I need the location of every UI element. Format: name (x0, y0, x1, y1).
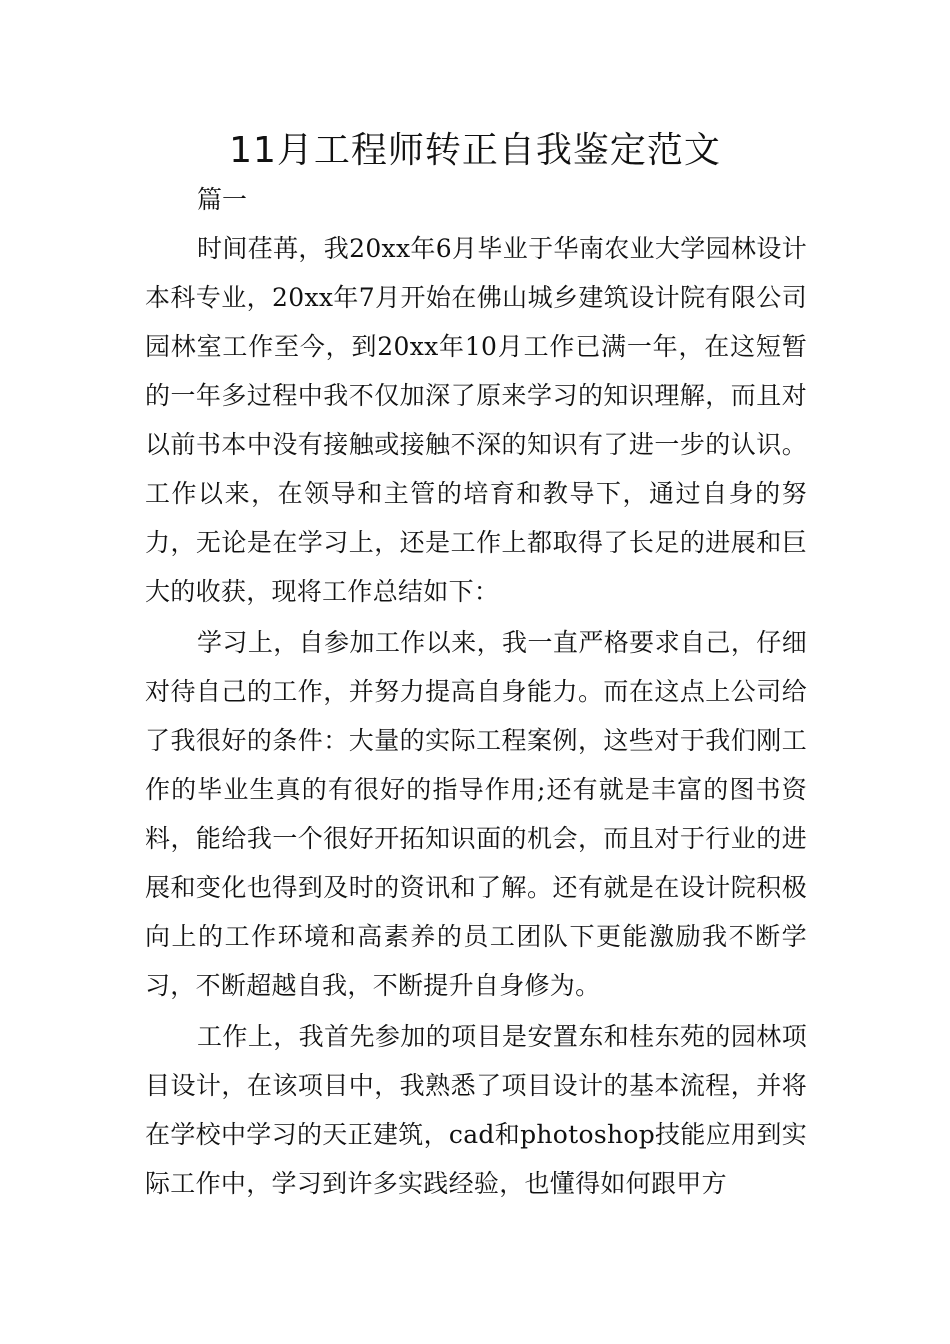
document-title: 11月工程师转正自我鉴定范文 (229, 130, 721, 171)
document-body (145, 180, 807, 1208)
paragraph-intro: 时间荏苒，我20xx年6月毕业于华南农业大学园林设计本科专业，20xx年7月开始在佛山城乡建筑设计院有限公司园林室工作至今，到20xx年10月工作已满一年，在这短暂的一年多过程中我不仅加深了原来学习的知识理解，而且对以前书本中没有接触或接触不深的知识有了进一步的认识。工作以来，在领导和主管的培育和教导下，通过自身的努力，无论是在学习上，还是工作上都取得了长足的进展和巨大的收获，现将工作总结如下： (145, 234, 807, 606)
section-heading: 篇一 (197, 185, 248, 214)
paragraph-work: 工作上，我首先参加的项目是安置东和桂东苑的园林项目设计，在该项目中，我熟悉了项目设计的基本流程，并将在学校中学习的天正建筑，cad和photoshop技能应用到实际工作中，学习到许多实践经验，也懂得如何跟甲方 (145, 1022, 807, 1198)
paragraph-study: 学习上，自参加工作以来，我一直严格要求自己，仔细对待自己的工作，并努力提高自身能力。而在这点上公司给了我很好的条件：大量的实际工程案例，这些对于我们刚工作的毕业生真的有很好的指导作用;还有就是丰富的图书资料，能给我一个很好开拓知识面的机会，而且对于行业的进展和变化也得到及时的资讯和了解。还有就是在设计院积极向上的工作环境和高素养的员工团队下更能激励我不断学习，不断超越自我，不断提升自身修为。 (145, 628, 807, 1000)
